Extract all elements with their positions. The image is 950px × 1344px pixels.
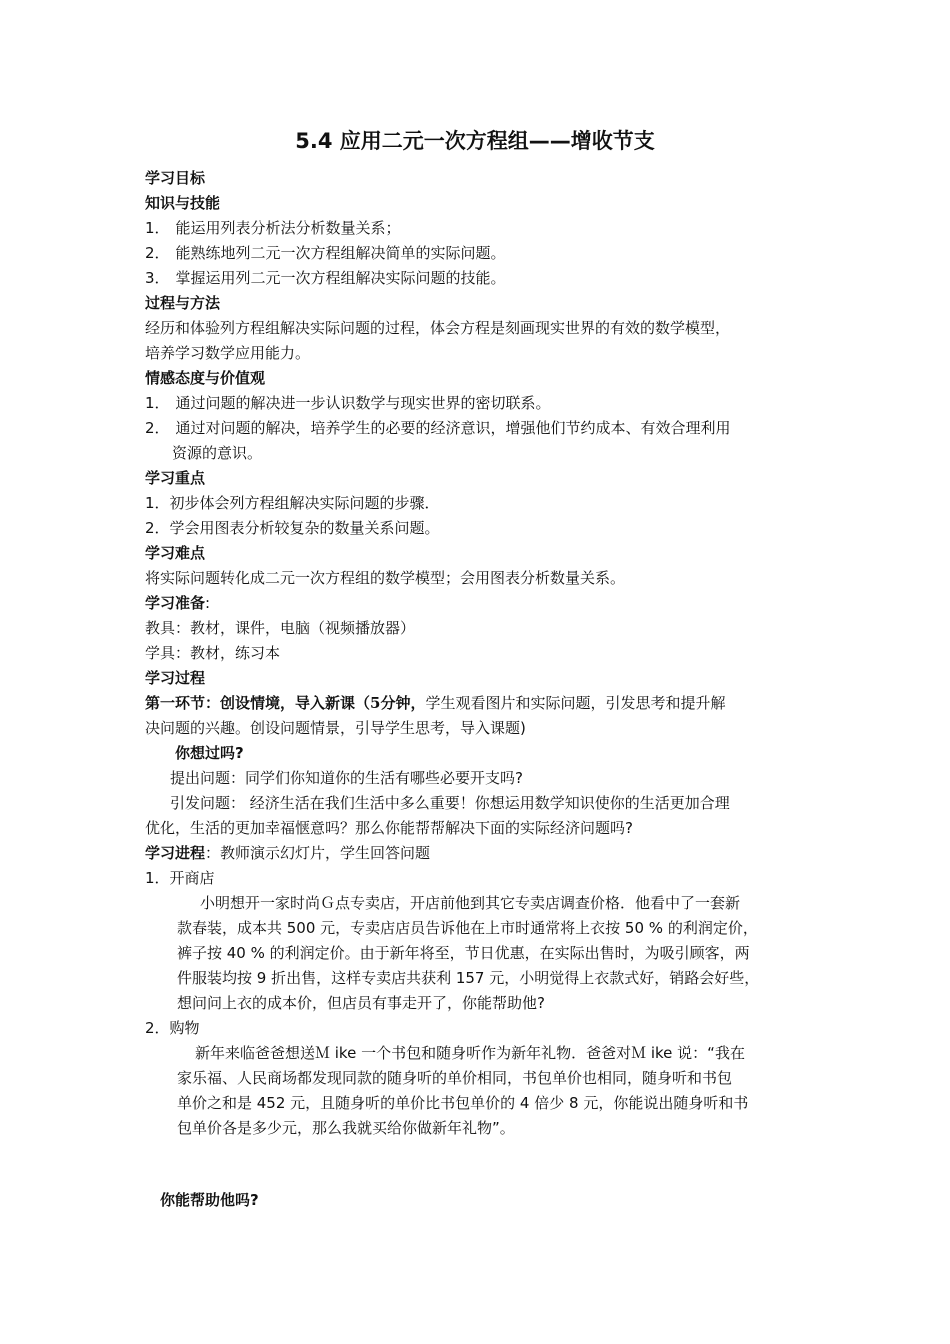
item-number: 2．	[145, 419, 170, 437]
problem1-label: 1．开商店	[145, 869, 215, 887]
preparation-heading-line	[145, 593, 210, 613]
item-text: 通过问题的解决进一步认识数学与现实世界的密切联系。	[175, 394, 551, 412]
problem1-line: 想问问上衣的成本价，但店员有事走开了，你能帮助他?	[177, 994, 545, 1012]
attitude-item	[145, 393, 551, 413]
step1-continuation: 决问题的兴趣。创设问题情景，引导学生思考，导入课题)	[145, 719, 526, 737]
problem1-line: 件服装均按 9 折出售，这样专卖店共获利 157 元，小明觉得上衣款式好，销路会好些，	[177, 969, 760, 987]
teacher-tools: 教具：教材，课件，电脑（视频播放器）	[145, 619, 416, 637]
step1-line	[145, 693, 725, 713]
item-number: 1．	[145, 219, 170, 237]
progress-heading: 学习进程	[145, 844, 206, 862]
key-point-item: 1．初步体会列方程组解决实际问题的步骤．	[145, 494, 440, 512]
attitude-item-continuation: 资源的意识。	[172, 444, 263, 462]
item-number: 2．	[145, 244, 170, 262]
problem1-line: 裤子按 40 % 的利润定价。由于新年将至，节日优惠，在实际出售时，为吸引顾客，两	[177, 944, 750, 962]
progress-line	[145, 843, 430, 863]
question-two-continuation: 优化，生活的更加幸福惬意吗？那么你能帮帮解决下面的实际经济问题吗?	[145, 819, 633, 837]
problem2-line: 单价之和是 452 元，且随身听的单价比书包单价的 4 倍少 8 元，你能说出随身听和书	[177, 1094, 749, 1112]
preparation-colon: :	[205, 594, 211, 612]
problem1-line: 款春装，成本共 500 元，专卖店店员告诉他在上市时通常将上衣按 50 % 的利润定价，	[177, 919, 758, 937]
attitude-heading: 情感态度与价值观	[145, 369, 266, 387]
knowledge-item	[145, 268, 506, 288]
key-points-heading: 学习重点	[145, 469, 206, 487]
key-point-item: 2．学会用图表分析较复杂的数量关系问题。	[145, 519, 440, 537]
problem2-label: 2．购物	[145, 1019, 200, 1037]
item-text: 掌握运用列二元一次方程组解决实际问题的技能。	[175, 269, 506, 287]
difficulty-heading: 学习难点	[145, 544, 206, 562]
item-text: 能运用列表分析法分析数量关系；	[175, 219, 401, 237]
problem2-line: 家乐福、人民商场都发现同款的随身听的单价相同，书包单价也相同，随身听和书包	[177, 1069, 733, 1087]
item-text: 能熟练地列二元一次方程组解决简单的实际问题。	[175, 244, 506, 262]
knowledge-heading: 知识与技能	[145, 194, 221, 212]
student-tools: 学具：教材，练习本	[145, 644, 281, 662]
question-one: 提出问题：同学们你知道你的生活有哪些必要开支吗?	[170, 769, 523, 787]
process-method-line: 培养学习数学应用能力。	[145, 344, 311, 362]
objectives-heading: 学习目标	[145, 169, 206, 187]
step1-title-suffix: 分钟，	[380, 694, 426, 712]
step1-time: 5	[370, 694, 381, 712]
attitude-item	[145, 418, 731, 438]
step1-description: 学生观看图片和实际问题，引发思考和提升解	[425, 694, 726, 712]
process-method-heading: 过程与方法	[145, 294, 221, 312]
difficulty-text: 将实际问题转化成二元一次方程组的数学模型；会用图表分析数量关系。	[145, 569, 626, 587]
problem1-line: 小明想开一家时尚Ｇ点专卖店，开店前他到其它专卖店调查价格．他看中了一套新	[200, 894, 741, 912]
item-number: 1．	[145, 394, 170, 412]
item-text: 通过对问题的解决，培养学生的必要的经济意识，增强他们节约成本、有效合理利用	[175, 419, 731, 437]
problem2-line: 包单价各是多少元，那么我就买给你做新年礼物”。	[177, 1119, 515, 1137]
knowledge-item	[145, 243, 506, 263]
process-heading: 学习过程	[145, 669, 206, 687]
preparation-heading: 学习准备	[145, 594, 206, 612]
knowledge-item	[145, 218, 401, 238]
page-title: 5.4 应用二元一次方程组——增收节支	[295, 129, 655, 153]
think-prompt: 你想过吗?	[175, 744, 244, 762]
problem2-line: 新年来临爸爸想送Ｍ ike 一个书包和随身听作为新年礼物．爸爸对Ｍ ike 说：“我在	[195, 1044, 745, 1062]
help-prompt: 你能帮助他吗?	[160, 1191, 259, 1209]
item-number: 3．	[145, 269, 170, 287]
process-method-line: 经历和体验列方程组解决实际问题的过程，体会方程是刻画现实世界的有效的数学模型，	[145, 319, 731, 337]
progress-text: ：教师演示幻灯片，学生回答问题	[205, 844, 431, 862]
question-two: 引发问题： 经济生活在我们生活中多么重要！你想运用数学知识使你的生活更加合理	[170, 794, 730, 812]
step1-title: 第一环节：创设情境，导入新课（	[145, 694, 371, 712]
